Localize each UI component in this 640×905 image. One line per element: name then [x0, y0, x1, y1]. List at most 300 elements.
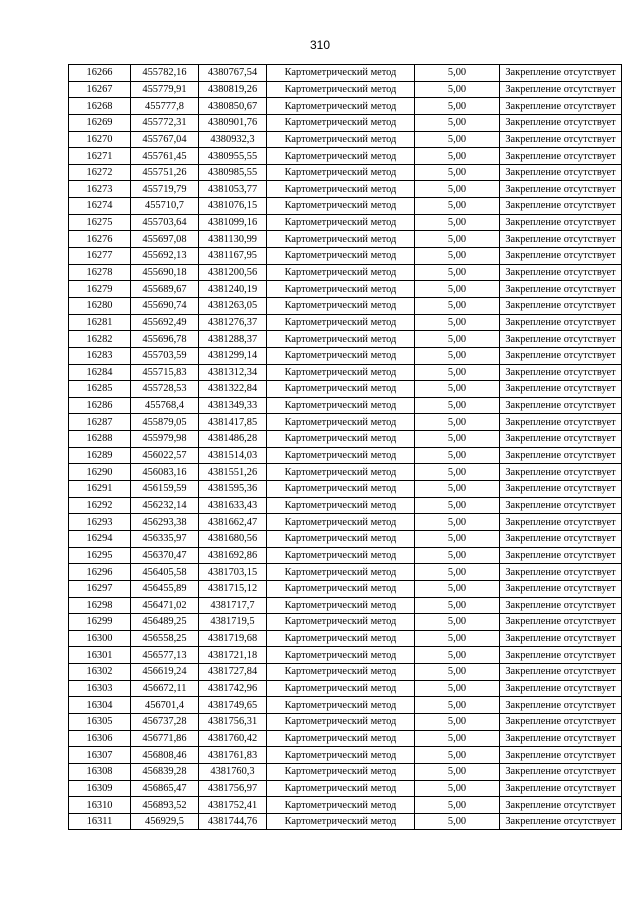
fixation-cell: Закрепление отсутствует [500, 597, 622, 614]
table-row [69, 81, 622, 98]
accuracy-cell: 5,00 [415, 713, 500, 730]
method-cell: Картометрический метод [267, 431, 415, 448]
point-number-cell: 16292 [69, 497, 131, 514]
x-coordinate-cell: 455719,79 [131, 181, 199, 198]
table-row [69, 364, 622, 381]
point-number-cell: 16279 [69, 281, 131, 298]
method-cell: Картометрический метод [267, 447, 415, 464]
x-coordinate-cell: 456022,57 [131, 447, 199, 464]
table-row [69, 281, 622, 298]
y-coordinate-cell: 4381760,3 [199, 763, 267, 780]
accuracy-cell: 5,00 [415, 780, 500, 797]
y-coordinate-cell: 4381662,47 [199, 514, 267, 531]
fixation-cell: Закрепление отсутствует [500, 314, 622, 331]
x-coordinate-cell: 456558,25 [131, 630, 199, 647]
method-cell: Картометрический метод [267, 297, 415, 314]
x-coordinate-cell: 456335,97 [131, 530, 199, 547]
method-cell: Картометрический метод [267, 530, 415, 547]
y-coordinate-cell: 4381514,03 [199, 447, 267, 464]
accuracy-cell: 5,00 [415, 181, 500, 198]
x-coordinate-cell: 456577,13 [131, 647, 199, 664]
y-coordinate-cell: 4381099,16 [199, 214, 267, 231]
x-coordinate-cell: 456619,24 [131, 664, 199, 681]
x-coordinate-cell: 455696,78 [131, 331, 199, 348]
fixation-cell: Закрепление отсутствует [500, 164, 622, 181]
fixation-cell: Закрепление отсутствует [500, 780, 622, 797]
y-coordinate-cell: 4381752,41 [199, 797, 267, 814]
x-coordinate-cell: 455703,64 [131, 214, 199, 231]
method-cell: Картометрический метод [267, 747, 415, 764]
table-row [69, 65, 622, 82]
accuracy-cell: 5,00 [415, 281, 500, 298]
x-coordinate-cell: 456672,11 [131, 680, 199, 697]
x-coordinate-cell: 455715,83 [131, 364, 199, 381]
accuracy-cell: 5,00 [415, 214, 500, 231]
fixation-cell: Закрепление отсутствует [500, 630, 622, 647]
y-coordinate-cell: 4380767,54 [199, 65, 267, 82]
method-cell: Картометрический метод [267, 231, 415, 248]
fixation-cell: Закрепление отсутствует [500, 81, 622, 98]
table-row [69, 647, 622, 664]
table-row [69, 331, 622, 348]
table-row [69, 347, 622, 364]
y-coordinate-cell: 4381760,42 [199, 730, 267, 747]
accuracy-cell: 5,00 [415, 630, 500, 647]
method-cell: Картометрический метод [267, 647, 415, 664]
accuracy-cell: 5,00 [415, 664, 500, 681]
method-cell: Картометрический метод [267, 198, 415, 215]
accuracy-cell: 5,00 [415, 248, 500, 265]
accuracy-cell: 5,00 [415, 547, 500, 564]
method-cell: Картометрический метод [267, 114, 415, 131]
point-number-cell: 16293 [69, 514, 131, 531]
method-cell: Картометрический метод [267, 780, 415, 797]
point-number-cell: 16282 [69, 331, 131, 348]
accuracy-cell: 5,00 [415, 447, 500, 464]
accuracy-cell: 5,00 [415, 747, 500, 764]
fixation-cell: Закрепление отсутствует [500, 713, 622, 730]
point-number-cell: 16274 [69, 198, 131, 215]
table-row [69, 314, 622, 331]
x-coordinate-cell: 455772,31 [131, 114, 199, 131]
method-cell: Картометрический метод [267, 164, 415, 181]
fixation-cell: Закрепление отсутствует [500, 331, 622, 348]
x-coordinate-cell: 456083,16 [131, 464, 199, 481]
fixation-cell: Закрепление отсутствует [500, 397, 622, 414]
fixation-cell: Закрепление отсутствует [500, 464, 622, 481]
accuracy-cell: 5,00 [415, 514, 500, 531]
fixation-cell: Закрепление отсутствует [500, 564, 622, 581]
x-coordinate-cell: 456771,86 [131, 730, 199, 747]
y-coordinate-cell: 4381200,56 [199, 264, 267, 281]
point-number-cell: 16306 [69, 730, 131, 747]
table-row [69, 297, 622, 314]
method-cell: Картометрический метод [267, 264, 415, 281]
accuracy-cell: 5,00 [415, 65, 500, 82]
table-row [69, 780, 622, 797]
method-cell: Картометрический метод [267, 797, 415, 814]
y-coordinate-cell: 4380985,55 [199, 164, 267, 181]
fixation-cell: Закрепление отсутствует [500, 414, 622, 431]
method-cell: Картометрический метод [267, 614, 415, 631]
point-number-cell: 16288 [69, 431, 131, 448]
x-coordinate-cell: 455703,59 [131, 347, 199, 364]
table-row [69, 214, 622, 231]
table-row [69, 813, 622, 830]
accuracy-cell: 5,00 [415, 481, 500, 498]
table-row [69, 381, 622, 398]
accuracy-cell: 5,00 [415, 397, 500, 414]
x-coordinate-cell: 456159,59 [131, 481, 199, 498]
point-number-cell: 16304 [69, 697, 131, 714]
accuracy-cell: 5,00 [415, 148, 500, 165]
fixation-cell: Закрепление отсутствует [500, 431, 622, 448]
x-coordinate-cell: 455690,18 [131, 264, 199, 281]
method-cell: Картометрический метод [267, 364, 415, 381]
fixation-cell: Закрепление отсутствует [500, 281, 622, 298]
point-number-cell: 16283 [69, 347, 131, 364]
y-coordinate-cell: 4380850,67 [199, 98, 267, 115]
fixation-cell: Закрепление отсутствует [500, 647, 622, 664]
x-coordinate-cell: 455979,98 [131, 431, 199, 448]
table-row [69, 231, 622, 248]
point-number-cell: 16289 [69, 447, 131, 464]
accuracy-cell: 5,00 [415, 331, 500, 348]
fixation-cell: Закрепление отсутствует [500, 231, 622, 248]
method-cell: Картометрический метод [267, 680, 415, 697]
x-coordinate-cell: 455692,13 [131, 248, 199, 265]
page-number: 310 [309, 38, 331, 52]
accuracy-cell: 5,00 [415, 431, 500, 448]
x-coordinate-cell: 456839,28 [131, 763, 199, 780]
accuracy-cell: 5,00 [415, 797, 500, 814]
point-number-cell: 16266 [69, 65, 131, 82]
point-number-cell: 16290 [69, 464, 131, 481]
method-cell: Картометрический метод [267, 248, 415, 265]
y-coordinate-cell: 4381749,65 [199, 697, 267, 714]
y-coordinate-cell: 4381322,84 [199, 381, 267, 398]
x-coordinate-cell: 456455,89 [131, 580, 199, 597]
point-number-cell: 16271 [69, 148, 131, 165]
x-coordinate-cell: 456293,38 [131, 514, 199, 531]
table-row [69, 680, 622, 697]
table-row [69, 547, 622, 564]
x-coordinate-cell: 455777,8 [131, 98, 199, 115]
fixation-cell: Закрепление отсутствует [500, 198, 622, 215]
point-number-cell: 16275 [69, 214, 131, 231]
method-cell: Картометрический метод [267, 314, 415, 331]
method-cell: Картометрический метод [267, 214, 415, 231]
y-coordinate-cell: 4381276,37 [199, 314, 267, 331]
fixation-cell: Закрепление отсутствует [500, 364, 622, 381]
x-coordinate-cell: 456370,47 [131, 547, 199, 564]
method-cell: Картометрический метод [267, 763, 415, 780]
point-number-cell: 16272 [69, 164, 131, 181]
point-number-cell: 16278 [69, 264, 131, 281]
method-cell: Картометрический метод [267, 81, 415, 98]
table-row [69, 198, 622, 215]
y-coordinate-cell: 4381692,86 [199, 547, 267, 564]
point-number-cell: 16276 [69, 231, 131, 248]
x-coordinate-cell: 455767,04 [131, 131, 199, 148]
accuracy-cell: 5,00 [415, 647, 500, 664]
point-number-cell: 16300 [69, 630, 131, 647]
table-row [69, 713, 622, 730]
x-coordinate-cell: 455692,49 [131, 314, 199, 331]
accuracy-cell: 5,00 [415, 597, 500, 614]
accuracy-cell: 5,00 [415, 730, 500, 747]
method-cell: Картометрический метод [267, 481, 415, 498]
table-row [69, 114, 622, 131]
y-coordinate-cell: 4381349,33 [199, 397, 267, 414]
point-number-cell: 16308 [69, 763, 131, 780]
point-number-cell: 16294 [69, 530, 131, 547]
y-coordinate-cell: 4381053,77 [199, 181, 267, 198]
x-coordinate-cell: 456893,52 [131, 797, 199, 814]
table-row [69, 397, 622, 414]
fixation-cell: Закрепление отсутствует [500, 181, 622, 198]
method-cell: Картометрический метод [267, 148, 415, 165]
x-coordinate-cell: 456405,58 [131, 564, 199, 581]
fixation-cell: Закрепление отсутствует [500, 580, 622, 597]
point-number-cell: 16309 [69, 780, 131, 797]
table-row [69, 148, 622, 165]
table-row [69, 447, 622, 464]
x-coordinate-cell: 456737,28 [131, 713, 199, 730]
method-cell: Картометрический метод [267, 580, 415, 597]
x-coordinate-cell: 455782,16 [131, 65, 199, 82]
table-row [69, 248, 622, 265]
y-coordinate-cell: 4381486,28 [199, 431, 267, 448]
fixation-cell: Закрепление отсутствует [500, 730, 622, 747]
fixation-cell: Закрепление отсутствует [500, 547, 622, 564]
y-coordinate-cell: 4381680,56 [199, 530, 267, 547]
x-coordinate-cell: 455879,05 [131, 414, 199, 431]
accuracy-cell: 5,00 [415, 131, 500, 148]
fixation-cell: Закрепление отсутствует [500, 264, 622, 281]
table-row [69, 514, 622, 531]
accuracy-cell: 5,00 [415, 264, 500, 281]
method-cell: Картометрический метод [267, 497, 415, 514]
x-coordinate-cell: 456471,02 [131, 597, 199, 614]
x-coordinate-cell: 456929,5 [131, 813, 199, 830]
method-cell: Картометрический метод [267, 397, 415, 414]
y-coordinate-cell: 4381288,37 [199, 331, 267, 348]
point-number-cell: 16285 [69, 381, 131, 398]
table-row [69, 797, 622, 814]
accuracy-cell: 5,00 [415, 763, 500, 780]
fixation-cell: Закрепление отсутствует [500, 114, 622, 131]
point-number-cell: 16267 [69, 81, 131, 98]
fixation-cell: Закрепление отсутствует [500, 747, 622, 764]
x-coordinate-cell: 456232,14 [131, 497, 199, 514]
accuracy-cell: 5,00 [415, 98, 500, 115]
method-cell: Картометрический метод [267, 514, 415, 531]
method-cell: Картометрический метод [267, 630, 415, 647]
method-cell: Картометрический метод [267, 697, 415, 714]
point-number-cell: 16302 [69, 664, 131, 681]
method-cell: Картометрический метод [267, 464, 415, 481]
accuracy-cell: 5,00 [415, 530, 500, 547]
y-coordinate-cell: 4381417,85 [199, 414, 267, 431]
table-row [69, 630, 622, 647]
y-coordinate-cell: 4380932,3 [199, 131, 267, 148]
x-coordinate-cell: 456808,46 [131, 747, 199, 764]
method-cell: Картометрический метод [267, 597, 415, 614]
point-number-cell: 16268 [69, 98, 131, 115]
point-number-cell: 16295 [69, 547, 131, 564]
point-number-cell: 16298 [69, 597, 131, 614]
method-cell: Картометрический метод [267, 131, 415, 148]
accuracy-cell: 5,00 [415, 564, 500, 581]
y-coordinate-cell: 4381595,36 [199, 481, 267, 498]
y-coordinate-cell: 4381263,05 [199, 297, 267, 314]
method-cell: Картометрический метод [267, 547, 415, 564]
y-coordinate-cell: 4380901,76 [199, 114, 267, 131]
x-coordinate-cell: 455751,26 [131, 164, 199, 181]
y-coordinate-cell: 4381076,15 [199, 198, 267, 215]
y-coordinate-cell: 4380819,26 [199, 81, 267, 98]
fixation-cell: Закрепление отсутствует [500, 697, 622, 714]
coordinates-table-body [69, 65, 622, 830]
point-number-cell: 16270 [69, 131, 131, 148]
fixation-cell: Закрепление отсутствует [500, 514, 622, 531]
fixation-cell: Закрепление отсутствует [500, 297, 622, 314]
point-number-cell: 16311 [69, 813, 131, 830]
table-row [69, 564, 622, 581]
fixation-cell: Закрепление отсутствует [500, 497, 622, 514]
y-coordinate-cell: 4381756,97 [199, 780, 267, 797]
y-coordinate-cell: 4381551,26 [199, 464, 267, 481]
y-coordinate-cell: 4381761,83 [199, 747, 267, 764]
x-coordinate-cell: 456865,47 [131, 780, 199, 797]
fixation-cell: Закрепление отсутствует [500, 763, 622, 780]
point-number-cell: 16277 [69, 248, 131, 265]
fixation-cell: Закрепление отсутствует [500, 680, 622, 697]
x-coordinate-cell: 455689,67 [131, 281, 199, 298]
y-coordinate-cell: 4381312,34 [199, 364, 267, 381]
accuracy-cell: 5,00 [415, 314, 500, 331]
y-coordinate-cell: 4381744,76 [199, 813, 267, 830]
accuracy-cell: 5,00 [415, 297, 500, 314]
table-row [69, 697, 622, 714]
coordinates-table [68, 64, 622, 830]
point-number-cell: 16287 [69, 414, 131, 431]
table-row [69, 530, 622, 547]
accuracy-cell: 5,00 [415, 497, 500, 514]
table-row [69, 264, 622, 281]
table-row [69, 747, 622, 764]
x-coordinate-cell: 455768,4 [131, 397, 199, 414]
fixation-cell: Закрепление отсутствует [500, 813, 622, 830]
fixation-cell: Закрепление отсутствует [500, 797, 622, 814]
method-cell: Картометрический метод [267, 65, 415, 82]
point-number-cell: 16297 [69, 580, 131, 597]
point-number-cell: 16301 [69, 647, 131, 664]
fixation-cell: Закрепление отсутствует [500, 530, 622, 547]
fixation-cell: Закрепление отсутствует [500, 481, 622, 498]
y-coordinate-cell: 4380955,55 [199, 148, 267, 165]
fixation-cell: Закрепление отсутствует [500, 248, 622, 265]
x-coordinate-cell: 455710,7 [131, 198, 199, 215]
table-row [69, 164, 622, 181]
fixation-cell: Закрепление отсутствует [500, 614, 622, 631]
table-row [69, 481, 622, 498]
accuracy-cell: 5,00 [415, 81, 500, 98]
x-coordinate-cell: 455697,08 [131, 231, 199, 248]
fixation-cell: Закрепление отсутствует [500, 347, 622, 364]
fixation-cell: Закрепление отсутствует [500, 381, 622, 398]
fixation-cell: Закрепление отсутствует [500, 214, 622, 231]
x-coordinate-cell: 455779,91 [131, 81, 199, 98]
x-coordinate-cell: 455690,74 [131, 297, 199, 314]
accuracy-cell: 5,00 [415, 364, 500, 381]
table-row [69, 597, 622, 614]
method-cell: Картометрический метод [267, 730, 415, 747]
table-row [69, 414, 622, 431]
point-number-cell: 16299 [69, 614, 131, 631]
accuracy-cell: 5,00 [415, 614, 500, 631]
method-cell: Картометрический метод [267, 713, 415, 730]
y-coordinate-cell: 4381727,84 [199, 664, 267, 681]
method-cell: Картометрический метод [267, 381, 415, 398]
y-coordinate-cell: 4381167,95 [199, 248, 267, 265]
fixation-cell: Закрепление отсутствует [500, 447, 622, 464]
fixation-cell: Закрепление отсутствует [500, 148, 622, 165]
y-coordinate-cell: 4381299,14 [199, 347, 267, 364]
table-row [69, 614, 622, 631]
accuracy-cell: 5,00 [415, 114, 500, 131]
method-cell: Картометрический метод [267, 414, 415, 431]
point-number-cell: 16307 [69, 747, 131, 764]
table-row [69, 131, 622, 148]
fixation-cell: Закрепление отсутствует [500, 664, 622, 681]
method-cell: Картометрический метод [267, 181, 415, 198]
y-coordinate-cell: 4381633,43 [199, 497, 267, 514]
y-coordinate-cell: 4381719,68 [199, 630, 267, 647]
y-coordinate-cell: 4381719,5 [199, 614, 267, 631]
accuracy-cell: 5,00 [415, 381, 500, 398]
table-row [69, 664, 622, 681]
accuracy-cell: 5,00 [415, 680, 500, 697]
table-row [69, 763, 622, 780]
method-cell: Картометрический метод [267, 281, 415, 298]
point-number-cell: 16286 [69, 397, 131, 414]
point-number-cell: 16284 [69, 364, 131, 381]
accuracy-cell: 5,00 [415, 580, 500, 597]
table-row [69, 464, 622, 481]
y-coordinate-cell: 4381703,15 [199, 564, 267, 581]
table-row [69, 181, 622, 198]
fixation-cell: Закрепление отсутствует [500, 131, 622, 148]
table-row [69, 431, 622, 448]
point-number-cell: 16269 [69, 114, 131, 131]
point-number-cell: 16281 [69, 314, 131, 331]
x-coordinate-cell: 456489,25 [131, 614, 199, 631]
x-coordinate-cell: 455728,53 [131, 381, 199, 398]
y-coordinate-cell: 4381756,31 [199, 713, 267, 730]
fixation-cell: Закрепление отсутствует [500, 98, 622, 115]
point-number-cell: 16291 [69, 481, 131, 498]
method-cell: Картометрический метод [267, 564, 415, 581]
y-coordinate-cell: 4381721,18 [199, 647, 267, 664]
x-coordinate-cell: 455761,45 [131, 148, 199, 165]
point-number-cell: 16280 [69, 297, 131, 314]
method-cell: Картометрический метод [267, 347, 415, 364]
accuracy-cell: 5,00 [415, 347, 500, 364]
accuracy-cell: 5,00 [415, 464, 500, 481]
fixation-cell: Закрепление отсутствует [500, 65, 622, 82]
